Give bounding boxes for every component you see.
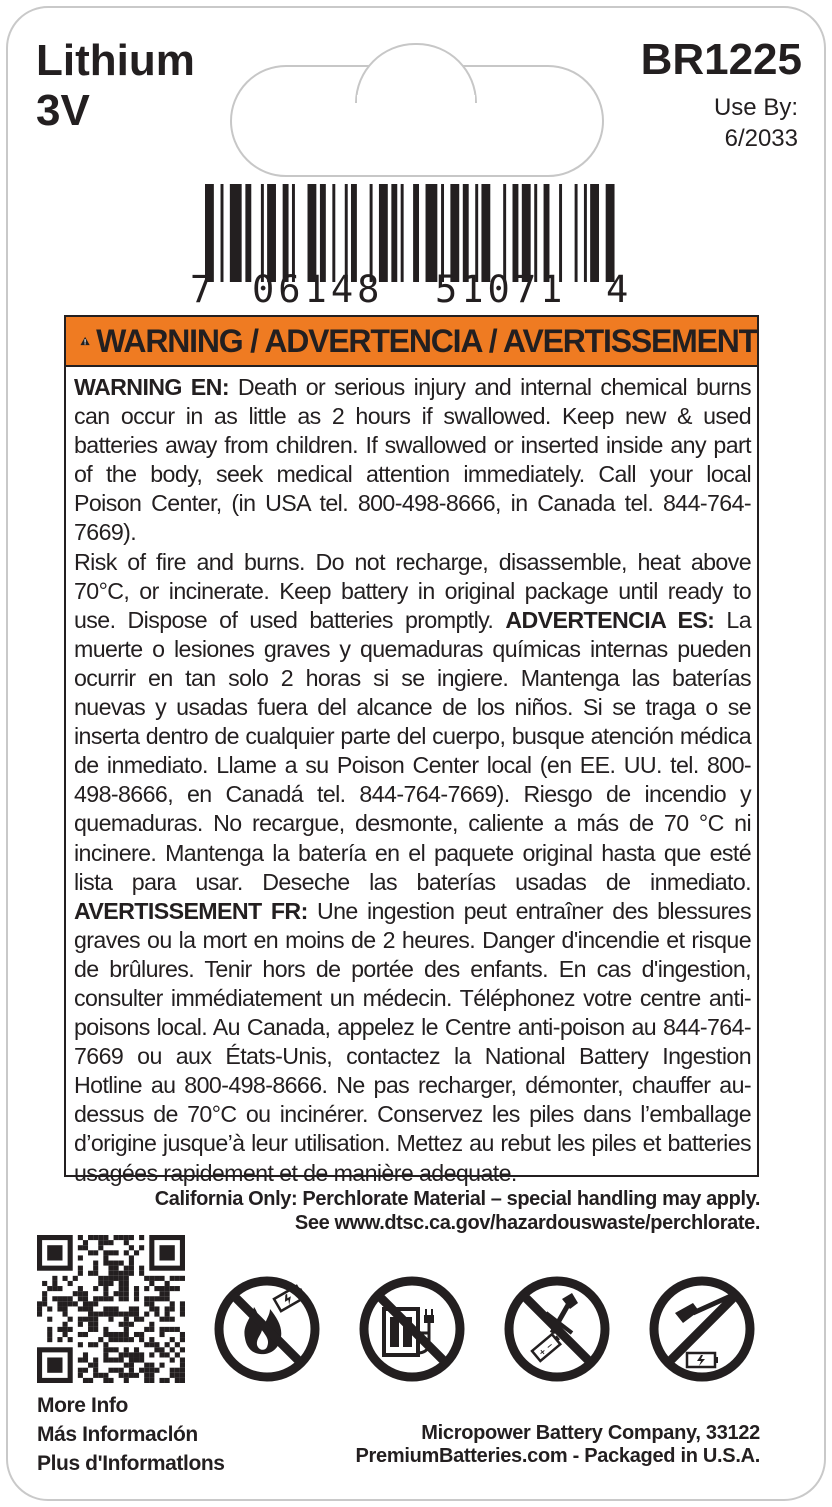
company-line-1: Micropower Battery Company, 33122	[421, 1422, 760, 1444]
no-hammer-icon	[654, 1281, 750, 1377]
more-info-es: Más Informaclón	[37, 1423, 198, 1446]
safety-symbols	[212, 1273, 760, 1385]
barcode-digit-first: 7	[190, 268, 213, 311]
warning-es-text: La muerte o lesiones graves y quemaduras químicas internas pueden ocurrir en tan solo 2 horas si se ingiere. Mantenga las baterías nuevas y usadas fuera del alcance de los niños. Si se traga o se inserta dentro de cualquier parte del cuerpo, busque atención médica de inmediato. Llame a su Poison Center local (en EE. UU. tel. 800-498-8666, en Canadá tel. 844-764-7669). Riesgo de incendio y quemaduras. No recargue, desmonte, caliente a más de 70 °C ni incinere. Mantenga la batería en el paquete original hasta que esté lista para usar. Deseche las baterías usadas de inmediato.	[74, 606, 751, 895]
warning-triangle-icon	[80, 321, 90, 361]
no-disassemble-icon	[509, 1281, 605, 1377]
california-line-2: See www.dtsc.ca.gov/hazardouswaste/perchlorate.	[294, 1212, 760, 1234]
use-by-label: Use By:	[713, 94, 798, 121]
more-info	[37, 1391, 225, 1478]
chemistry-type: Lithium	[36, 36, 195, 85]
barcode-digit-check: 4	[606, 268, 629, 311]
warning-en-label: WARNING EN:	[74, 374, 229, 400]
warning-es-label: ADVERTENCIA ES:	[505, 606, 715, 633]
warning-header	[64, 315, 759, 367]
qr-code-icon	[37, 1235, 185, 1383]
warning-fr-label: AVERTISSEMENT FR:	[74, 897, 308, 924]
warning-fr-text: Une ingestion peut entraîner des blessures graves ou la mort en moins de 2 heures. Danger d'incendie et risque de brûlures. Tenir hors de portée des enfants. En cas d'ingestion, consulter immédiatement un médecin. Téléphonez votre centre anti-poisons local. Au Canada, appelez le Centre anti-poison au 844-764-7669 ou aux États-Unis, contactez la National Battery Ingestion Hotline au 800-498-8666. Ne pas recharger, démonter, chauffer au-dessus de 70°C ou incinérer. Conservez les piles dans l’emballage d’origine jusque’à leur utilisation. Mettez au rebut les piles et batteries usagées rapidement et de manière adequate.	[74, 897, 751, 1186]
barcode-digits-right: 51071	[435, 268, 567, 311]
california-notice	[155, 1187, 760, 1235]
california-line-1: California Only: Perchlorate Material – special handling may apply.	[154, 1188, 760, 1210]
use-by-date: 6/2033	[724, 125, 798, 152]
company-line-2: PremiumBatteries.com - Packaged in U.S.A.	[355, 1445, 760, 1467]
voltage: 3V	[36, 86, 90, 135]
warning-body	[64, 365, 759, 1186]
more-info-fr: Plus d'Informatlons	[37, 1452, 225, 1475]
warning-text	[74, 373, 751, 1188]
svg-text:+ −: + −	[536, 1340, 556, 1358]
use-by	[714, 92, 798, 154]
barcode-digits-left: 06148	[252, 268, 384, 311]
no-fire-icon	[219, 1281, 315, 1377]
warning-en-text-2: Risk of fire and burns. Do not recharge, disassemble, heat above 70°C, or incinerate. Keep battery in original package until ready to use. Dispose of used batteries promptly.	[74, 548, 751, 633]
more-info-en: More Info	[37, 1394, 128, 1417]
warning-en-text: Death or serious injury and internal chemical burns can occur in as little as 2 hours if swallowed. Keep new & used batteries away from children. If swallowed or inserted inside any part of the body, seek medical attention immediately. Call your local Poison Center, (in USA tel. 800-498-8666, in Canada tel. 844-764-7669).	[74, 374, 752, 546]
model-number: BR1225	[640, 35, 802, 84]
company-info	[355, 1422, 760, 1468]
warning-title: WARNING / ADVERTENCIA / AVERTISSEMENT	[96, 322, 757, 359]
barcode-digits	[190, 268, 640, 312]
battery-chemistry	[36, 36, 195, 136]
no-charging-icon	[364, 1281, 460, 1377]
